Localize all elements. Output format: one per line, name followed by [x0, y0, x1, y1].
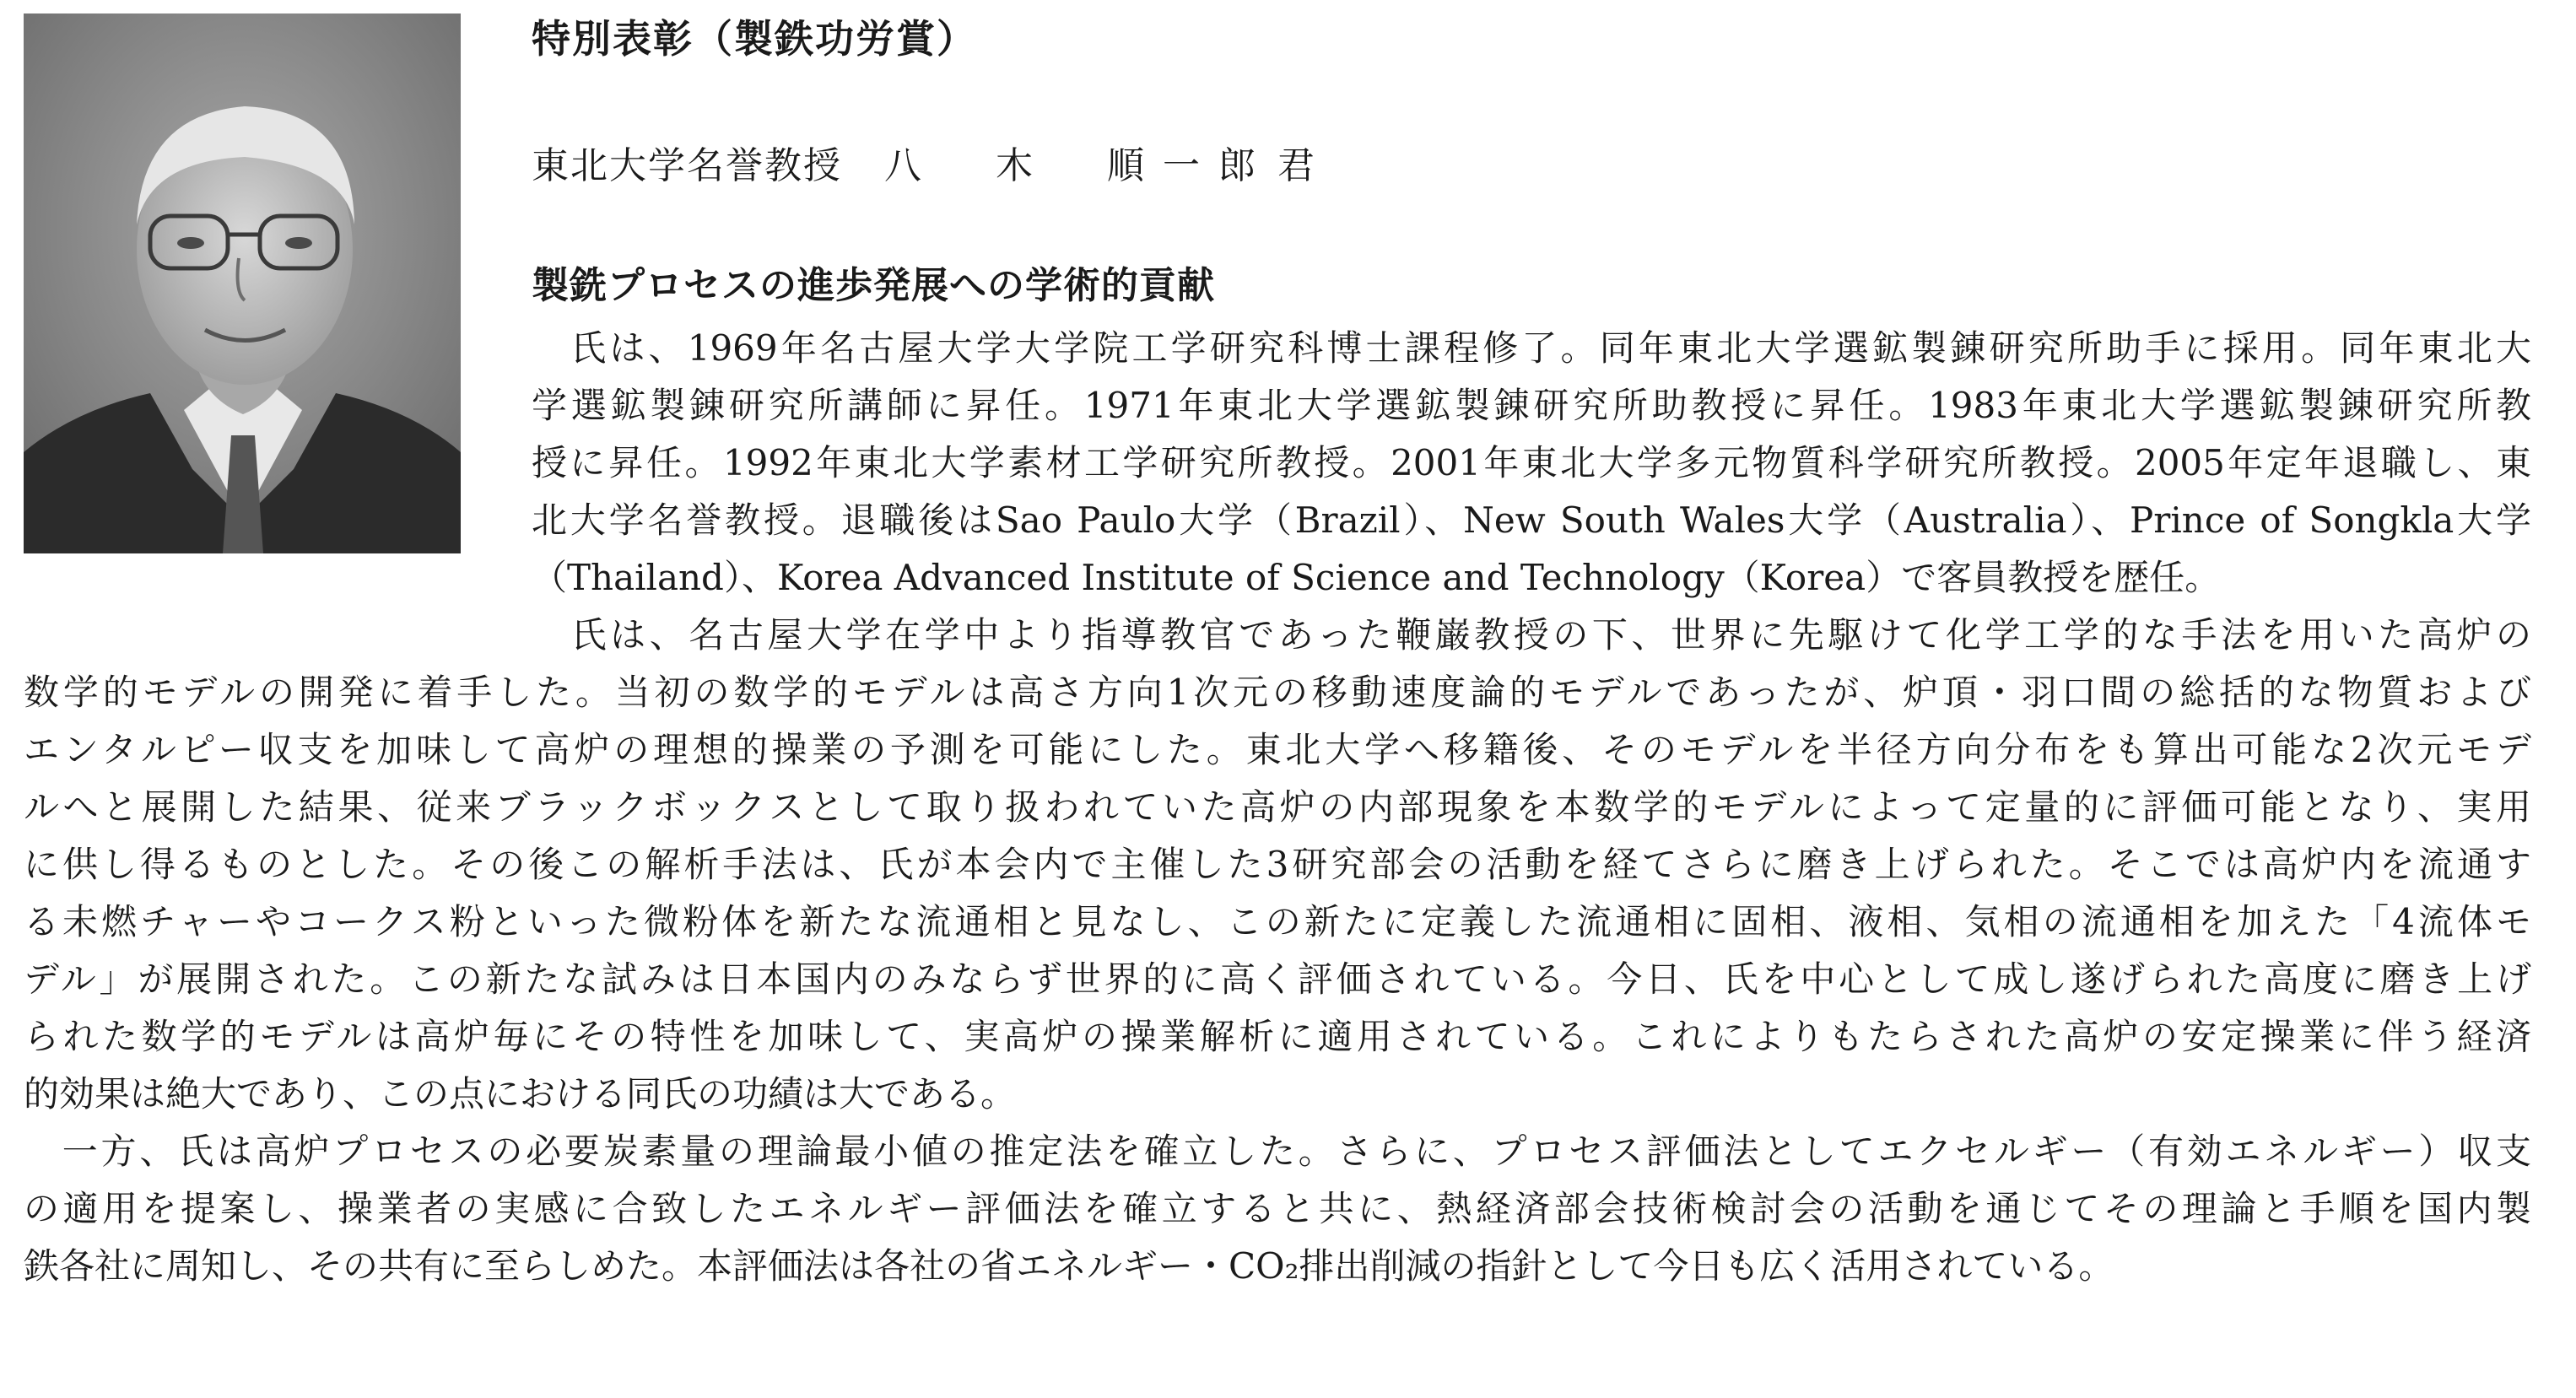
body-line: 学選鉱製錬研究所講師に昇任。1971年東北大学選鉱製錬研究所助教授に昇任。1983年東北大学選鉱製錬研究所教: [532, 385, 2531, 426]
recipient-honorific: 君: [1277, 144, 1316, 187]
recipient-affiliation: 東北大学名誉教授: [532, 144, 842, 187]
body-line: られた数学的モデルは高炉毎にその特性を加味して、実高炉の操業解析に適用されている。これによりもたらされた高炉の安定操業に伴う経済: [24, 1016, 2531, 1057]
body-line: る未燃チャーやコークス粉といった微粉体を新たな流通相と見なし、この新たに定義した流通相に固相、液相、気相の流通相を加えた「4流体モ: [24, 901, 2531, 942]
portrait-photo: [24, 13, 461, 553]
body-line: 氏は、1969年名古屋大学大学院工学研究科博士課程修了。同年東北大学選鉱製錬研究所助手に採用。同年東北大: [532, 327, 2531, 369]
body-line: 的効果は絶大であり、この点における同氏の功績は大である。: [24, 1073, 1017, 1115]
body-line: エンタルピー収支を加味して高炉の理想的操業の予測を可能にした。東北大学へ移籍後、そのモデルを半径方向分布をも算出可能な2次元モデ: [24, 729, 2531, 770]
recipient-line: [532, 135, 1316, 189]
body-line: （Thailand）、Korea Advanced Institute of Science and Technology（Korea）で客員教授を歴任。: [532, 557, 2221, 598]
body-line: に供し得るものとした。その後この解析手法は、氏が本会内で主催した3研究部会の活動を経てさらに磨き上げられた。そこでは高炉内を流通す: [24, 844, 2531, 885]
recipient-name: 八 木 順一郎: [884, 144, 1274, 187]
award-subject: 製銑プロセスの進歩発展への学術的貢献: [532, 264, 1215, 307]
body-line: 鉄各社に周知し、その共有に至らしめた。本評価法は各社の省エネルギー・CO₂排出削減の指針として今日も広く活用されている。: [24, 1245, 2114, 1287]
body-line: 一方、氏は高炉プロセスの必要炭素量の理論最小値の推定法を確立した。さらに、プロセス評価法としてエクセルギー（有効エネルギー）収支: [24, 1131, 2531, 1172]
body-line: 北大学名誉教授。退職後はSao Paulo大学（Brazil）、New South Wales大学（Australia）、Prince of Songkla大学: [532, 499, 2531, 541]
body-line: の適用を提案し、操業者の実感に合致したエネルギー評価法を確立すると共に、熱経済部会技術検討会の活動を通じてその理論と手順を国内製: [24, 1188, 2531, 1229]
body-line: デル」が展開された。この新たな試みは日本国内のみならず世界的に高く評価されている。今日、氏を中心として成し遂げられた高度に磨き上げ: [24, 958, 2531, 1000]
body-line: 氏は、名古屋大学在学中より指導教官であった鞭巌教授の下、世界に先駆けて化学工学的な手法を用いた高炉の: [532, 614, 2531, 656]
body-line: 数学的モデルの開発に着手した。当初の数学的モデルは高さ方向1次元の移動速度論的モデルであったが、炉頂・羽口間の総括的な物質および: [24, 672, 2531, 713]
body-line: 授に昇任。1992年東北大学素材工学研究所教授。2001年東北大学多元物質科学研究所教授。2005年定年退職し、東: [532, 442, 2531, 483]
body-line: ルへと展開した結果、従来ブラックボックスとして取り扱われていた高炉の内部現象を本数学的モデルによって定量的に評価可能となり、実用: [24, 786, 2531, 828]
award-title: 特別表彰（製鉄功労賞）: [532, 16, 977, 62]
portrait-image: [24, 13, 461, 553]
